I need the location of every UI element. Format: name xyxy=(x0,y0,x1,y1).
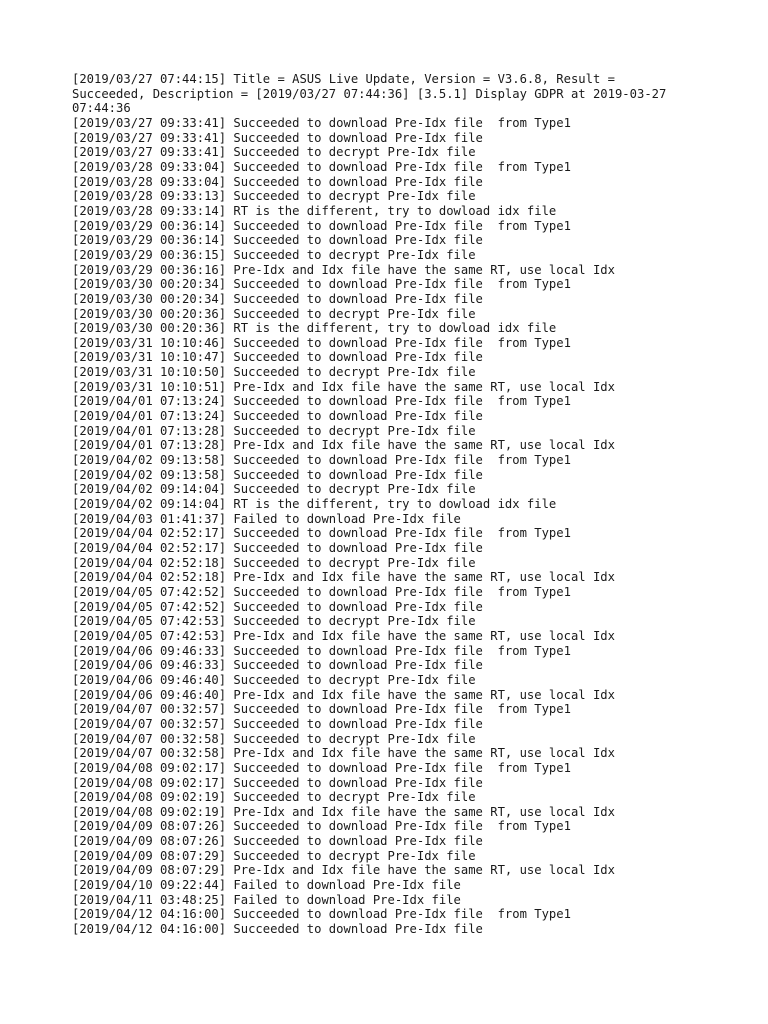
log-entry: [2019/04/02 09:13:58] Succeeded to download Pre-Idx file from Type1 xyxy=(72,453,571,468)
log-entry: [2019/04/02 09:14:04] Succeeded to decrypt Pre-Idx file xyxy=(72,482,476,497)
log-entry: [2019/03/28 09:33:13] Succeeded to decrypt Pre-Idx file xyxy=(72,189,476,204)
log-entry: [2019/03/27 09:33:41] Succeeded to download Pre-Idx file xyxy=(72,130,483,145)
log-entry: [2019/03/30 00:20:36] RT is the different, try to dowload idx file xyxy=(72,321,557,336)
log-entry: [2019/04/07 00:32:58] Pre-Idx and Idx file have the same RT, use local Idx xyxy=(72,746,615,761)
log-entry: [2019/04/09 08:07:29] Succeeded to decrypt Pre-Idx file xyxy=(72,848,476,863)
log-entry: [2019/04/04 02:52:17] Succeeded to download Pre-Idx file from Type1 xyxy=(72,526,571,541)
log-entry: [2019/03/29 00:36:14] Succeeded to download Pre-Idx file from Type1 xyxy=(72,218,571,233)
log-entry: [2019/04/12 04:16:00] Succeeded to download Pre-Idx file from Type1 xyxy=(72,907,571,922)
log-entry: [2019/04/04 02:52:17] Succeeded to download Pre-Idx file xyxy=(72,541,483,555)
log-entry: [2019/03/27 09:33:41] Succeeded to decrypt Pre-Idx file xyxy=(72,145,476,160)
log-entry: [2019/04/06 09:46:33] Succeeded to download Pre-Idx file from Type1 xyxy=(72,643,571,658)
log-entry: [2019/04/05 07:42:53] Succeeded to decrypt Pre-Idx file xyxy=(72,614,476,629)
log-document xyxy=(72,72,692,937)
log-entry: [2019/04/04 02:52:18] Pre-Idx and Idx file have the same RT, use local Idx xyxy=(72,570,615,585)
header-line: 07:44:36 xyxy=(72,101,131,116)
log-entry: [2019/04/09 08:07:26] Succeeded to download Pre-Idx file xyxy=(72,834,483,849)
log-entry: [2019/04/06 09:46:40] Pre-Idx and Idx file have the same RT, use local Idx xyxy=(72,687,615,702)
log-entry: [2019/03/28 09:33:04] Succeeded to download Pre-Idx file xyxy=(72,174,483,189)
log-entry: [2019/04/06 09:46:33] Succeeded to download Pre-Idx file xyxy=(72,658,483,673)
log-entry: [2019/03/29 00:36:15] Succeeded to decrypt Pre-Idx file xyxy=(72,247,476,262)
log-entry: [2019/04/01 07:13:24] Succeeded to download Pre-Idx file from Type1 xyxy=(72,394,571,409)
log-entry: [2019/04/08 09:02:17] Succeeded to download Pre-Idx file from Type1 xyxy=(72,760,571,775)
log-entry: [2019/04/06 09:46:40] Succeeded to decrypt Pre-Idx file xyxy=(72,672,476,687)
log-entry: [2019/03/27 09:33:41] Succeeded to download Pre-Idx file from Type1 xyxy=(72,115,571,130)
log-entry: [2019/04/03 01:41:37] Failed to download Pre-Idx file xyxy=(72,511,461,526)
log-entry: [2019/04/01 07:13:24] Succeeded to download Pre-Idx file xyxy=(72,409,483,424)
log-entry: [2019/04/07 00:32:57] Succeeded to download Pre-Idx file xyxy=(72,716,483,731)
log-entry: [2019/04/02 09:13:58] Succeeded to download Pre-Idx file xyxy=(72,467,483,482)
log-entry: [2019/04/08 09:02:17] Succeeded to download Pre-Idx file xyxy=(72,775,483,790)
log-entry: [2019/04/04 02:52:18] Succeeded to decrypt Pre-Idx file xyxy=(72,555,476,570)
log-entry: [2019/04/07 00:32:58] Succeeded to decrypt Pre-Idx file xyxy=(72,731,476,746)
header-line: Succeeded, Description = [2019/03/27 07:44:36] [3.5.1] Display GDPR at 2019-03-27 xyxy=(72,86,667,101)
log-entry: [2019/04/05 07:42:52] Succeeded to download Pre-Idx file xyxy=(72,599,483,614)
log-entry: [2019/04/01 07:13:28] Succeeded to decrypt Pre-Idx file xyxy=(72,423,476,438)
log-header xyxy=(72,72,692,116)
log-entries xyxy=(72,116,692,937)
log-entry: [2019/04/02 09:14:04] RT is the different, try to dowload idx file xyxy=(72,497,557,512)
header-line: [2019/03/27 07:44:15] Title = ASUS Live Update, Version = V3.6.8, Result = xyxy=(72,72,615,86)
log-entry: [2019/03/29 00:36:14] Succeeded to download Pre-Idx file xyxy=(72,233,483,248)
log-entry: [2019/03/30 00:20:36] Succeeded to decrypt Pre-Idx file xyxy=(72,306,476,321)
log-entry: [2019/04/08 09:02:19] Succeeded to decrypt Pre-Idx file xyxy=(72,790,476,805)
log-entry: [2019/03/31 10:10:47] Succeeded to download Pre-Idx file xyxy=(72,350,483,365)
log-entry: [2019/04/12 04:16:00] Succeeded to download Pre-Idx file xyxy=(72,922,483,937)
log-entry: [2019/04/07 00:32:57] Succeeded to download Pre-Idx file from Type1 xyxy=(72,702,571,717)
log-entry: [2019/03/31 10:10:51] Pre-Idx and Idx file have the same RT, use local Idx xyxy=(72,379,615,394)
log-entry: [2019/03/31 10:10:46] Succeeded to download Pre-Idx file from Type1 xyxy=(72,335,571,350)
log-entry: [2019/04/05 07:42:53] Pre-Idx and Idx file have the same RT, use local Idx xyxy=(72,628,615,643)
log-entry: [2019/03/31 10:10:50] Succeeded to decrypt Pre-Idx file xyxy=(72,365,476,380)
log-entry: [2019/03/30 00:20:34] Succeeded to download Pre-Idx file xyxy=(72,291,483,306)
log-entry: [2019/03/28 09:33:14] RT is the different, try to dowload idx file xyxy=(72,203,557,218)
log-entry: [2019/03/29 00:36:16] Pre-Idx and Idx file have the same RT, use local Idx xyxy=(72,262,615,277)
log-entry: [2019/04/09 08:07:29] Pre-Idx and Idx file have the same RT, use local Idx xyxy=(72,863,615,878)
log-entry: [2019/04/11 03:48:25] Failed to download Pre-Idx file xyxy=(72,892,461,907)
log-entry: [2019/04/09 08:07:26] Succeeded to download Pre-Idx file from Type1 xyxy=(72,819,571,834)
log-entry: [2019/04/08 09:02:19] Pre-Idx and Idx file have the same RT, use local Idx xyxy=(72,804,615,819)
log-entry: [2019/03/28 09:33:04] Succeeded to download Pre-Idx file from Type1 xyxy=(72,159,571,174)
log-entry: [2019/04/05 07:42:52] Succeeded to download Pre-Idx file from Type1 xyxy=(72,584,571,599)
log-entry: [2019/03/30 00:20:34] Succeeded to download Pre-Idx file from Type1 xyxy=(72,277,571,292)
log-entry: [2019/04/01 07:13:28] Pre-Idx and Idx file have the same RT, use local Idx xyxy=(72,438,615,453)
log-entry: [2019/04/10 09:22:44] Failed to download Pre-Idx file xyxy=(72,878,461,893)
